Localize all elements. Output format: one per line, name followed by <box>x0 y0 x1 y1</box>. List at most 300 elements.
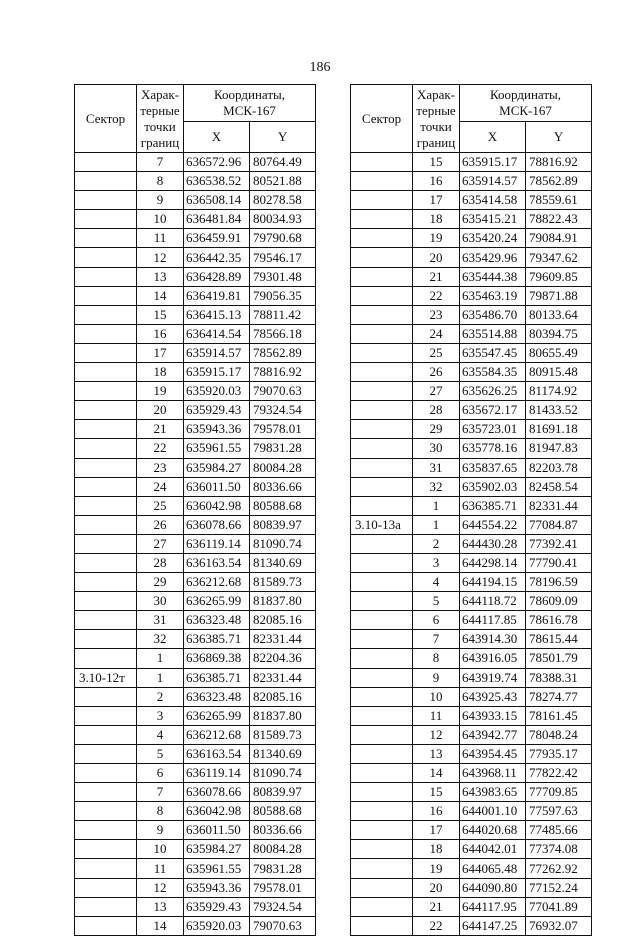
cell-y: 79324.54 <box>250 897 316 916</box>
cell-point-number: 23 <box>413 305 460 324</box>
cell-sector <box>75 172 137 191</box>
cell-sector <box>351 248 413 267</box>
table-row <box>75 611 316 630</box>
cell-x: 635961.55 <box>184 439 250 458</box>
cell-sector <box>75 783 137 802</box>
cell-point-number: 10 <box>137 210 184 229</box>
cell-sector <box>75 210 137 229</box>
cell-sector <box>351 649 413 668</box>
cell-point-number: 1 <box>413 515 460 534</box>
cell-sector <box>351 420 413 439</box>
table-row <box>351 439 592 458</box>
table-row <box>351 592 592 611</box>
cell-point-number: 18 <box>137 363 184 382</box>
cell-sector <box>351 916 413 935</box>
cell-y: 78816.92 <box>526 153 592 172</box>
cell-point-number: 8 <box>413 649 460 668</box>
table-header <box>351 85 592 153</box>
cell-y: 82085.16 <box>250 611 316 630</box>
cell-x: 636385.71 <box>184 668 250 687</box>
cell-y: 82203.78 <box>526 458 592 477</box>
cell-sector <box>75 802 137 821</box>
table-row <box>75 267 316 286</box>
table-row <box>75 897 316 916</box>
cell-point-number: 20 <box>413 878 460 897</box>
cell-y: 81837.80 <box>250 592 316 611</box>
cell-x: 636119.14 <box>184 764 250 783</box>
cell-point-number: 10 <box>413 687 460 706</box>
cell-y: 78609.09 <box>526 592 592 611</box>
cell-y: 79301.48 <box>250 267 316 286</box>
cell-point-number: 20 <box>137 401 184 420</box>
cell-point-number: 14 <box>137 916 184 935</box>
cell-sector <box>75 401 137 420</box>
cell-y: 79324.54 <box>250 401 316 420</box>
table-row <box>351 878 592 897</box>
table-row <box>351 248 592 267</box>
table-row <box>351 420 592 439</box>
cell-x: 635429.96 <box>460 248 526 267</box>
cell-sector <box>75 229 137 248</box>
cell-y: 79871.88 <box>526 286 592 305</box>
cell-sector <box>75 725 137 744</box>
cell-sector <box>75 477 137 496</box>
cell-x: 644117.95 <box>460 897 526 916</box>
cell-x: 635961.55 <box>184 859 250 878</box>
cell-point-number: 2 <box>413 534 460 553</box>
table-row <box>75 343 316 362</box>
cell-y: 78566.18 <box>250 324 316 343</box>
table-row <box>75 191 316 210</box>
cell-sector <box>351 153 413 172</box>
header-coordinates-line: Координаты, <box>214 87 285 102</box>
table-row <box>351 534 592 553</box>
cell-y: 81090.74 <box>250 764 316 783</box>
header-coordinates-line: МСК-167 <box>499 103 552 118</box>
cell-y: 77709.85 <box>526 783 592 802</box>
table-row <box>351 916 592 935</box>
cell-x: 644090.80 <box>460 878 526 897</box>
cell-y: 78822.43 <box>526 210 592 229</box>
cell-x: 635463.19 <box>460 286 526 305</box>
cell-sector <box>75 916 137 935</box>
cell-sector <box>351 172 413 191</box>
cell-x: 644020.68 <box>460 821 526 840</box>
cell-sector <box>351 897 413 916</box>
header-points-line: терные <box>416 102 456 118</box>
cell-x: 644554.22 <box>460 515 526 534</box>
cell-sector <box>75 553 137 572</box>
cell-sector <box>351 573 413 592</box>
cell-x: 643983.65 <box>460 783 526 802</box>
cell-y: 79578.01 <box>250 878 316 897</box>
cell-sector <box>75 286 137 305</box>
table-row <box>75 668 316 687</box>
cell-x: 636538.52 <box>184 172 250 191</box>
cell-y: 79084.91 <box>526 229 592 248</box>
cell-x: 636459.91 <box>184 229 250 248</box>
cell-point-number: 7 <box>137 783 184 802</box>
cell-x: 644117.85 <box>460 611 526 630</box>
cell-point-number: 27 <box>137 534 184 553</box>
table-row <box>75 229 316 248</box>
cell-x: 644065.48 <box>460 859 526 878</box>
header-points <box>137 85 184 153</box>
cell-x: 636011.50 <box>184 477 250 496</box>
cell-point-number: 27 <box>413 382 460 401</box>
cell-x: 636323.48 <box>184 687 250 706</box>
cell-y: 77822.42 <box>526 764 592 783</box>
cell-y: 76932.07 <box>526 916 592 935</box>
cell-x: 635984.27 <box>184 840 250 859</box>
cell-y: 77374.08 <box>526 840 592 859</box>
cell-point-number: 24 <box>137 477 184 496</box>
table-row <box>351 725 592 744</box>
cell-sector <box>351 324 413 343</box>
cell-y: 82458.54 <box>526 477 592 496</box>
cell-y: 79831.28 <box>250 859 316 878</box>
cell-sector <box>75 267 137 286</box>
cell-y: 79790.68 <box>250 229 316 248</box>
coordinates-table-right <box>350 84 592 936</box>
cell-point-number: 3 <box>413 553 460 572</box>
cell-point-number: 18 <box>413 840 460 859</box>
cell-sector <box>75 573 137 592</box>
cell-point-number: 8 <box>137 802 184 821</box>
cell-point-number: 6 <box>137 764 184 783</box>
cell-y: 80034.93 <box>250 210 316 229</box>
cell-y: 80521.88 <box>250 172 316 191</box>
cell-y: 78501.79 <box>526 649 592 668</box>
cell-point-number: 9 <box>137 191 184 210</box>
cell-y: 79347.62 <box>526 248 592 267</box>
cell-sector <box>75 382 137 401</box>
cell-point-number: 25 <box>413 343 460 362</box>
cell-sector <box>75 687 137 706</box>
table-row <box>351 611 592 630</box>
table-row <box>75 401 316 420</box>
cell-x: 635929.43 <box>184 897 250 916</box>
cell-x: 636385.71 <box>460 496 526 515</box>
cell-point-number: 21 <box>413 267 460 286</box>
cell-point-number: 16 <box>413 172 460 191</box>
cell-x: 635943.36 <box>184 420 250 439</box>
cell-sector <box>75 305 137 324</box>
cell-point-number: 12 <box>137 248 184 267</box>
cell-x: 636428.89 <box>184 267 250 286</box>
table-row <box>75 553 316 572</box>
cell-point-number: 31 <box>137 611 184 630</box>
table-row <box>351 153 592 172</box>
table-row <box>75 764 316 783</box>
cell-sector <box>351 191 413 210</box>
cell-sector <box>351 764 413 783</box>
cell-sector <box>75 439 137 458</box>
cell-point-number: 16 <box>137 324 184 343</box>
cell-sector <box>351 783 413 802</box>
cell-x: 636163.54 <box>184 553 250 572</box>
cell-x: 635420.24 <box>460 229 526 248</box>
table-row <box>351 477 592 496</box>
cell-y: 80839.97 <box>250 783 316 802</box>
table-row <box>75 706 316 725</box>
cell-y: 80278.58 <box>250 191 316 210</box>
cell-y: 79070.63 <box>250 382 316 401</box>
cell-x: 635915.17 <box>184 363 250 382</box>
table-row <box>75 286 316 305</box>
cell-point-number: 21 <box>137 420 184 439</box>
table-row <box>75 420 316 439</box>
table-row <box>75 725 316 744</box>
cell-y: 78274.77 <box>526 687 592 706</box>
cell-x: 635778.16 <box>460 439 526 458</box>
cell-sector <box>351 363 413 382</box>
table-row <box>351 382 592 401</box>
cell-x: 643968.11 <box>460 764 526 783</box>
cell-point-number: 12 <box>413 725 460 744</box>
cell-sector <box>351 382 413 401</box>
header-sector: Сектор <box>351 85 413 153</box>
cell-sector <box>75 153 137 172</box>
cell-sector <box>351 553 413 572</box>
header-points-line: точки <box>420 118 452 134</box>
table-row <box>75 592 316 611</box>
cell-sector <box>75 592 137 611</box>
table-row <box>351 897 592 916</box>
cell-sector <box>75 706 137 725</box>
cell-sector <box>351 305 413 324</box>
cell-y: 82204.36 <box>250 649 316 668</box>
table-row <box>351 286 592 305</box>
cell-sector <box>351 611 413 630</box>
cell-point-number: 12 <box>137 878 184 897</box>
cell-point-number: 26 <box>413 363 460 382</box>
table-row <box>75 248 316 267</box>
header-points-line: границ <box>416 134 456 150</box>
table-row <box>351 229 592 248</box>
table-row <box>351 515 592 534</box>
cell-point-number: 11 <box>137 859 184 878</box>
page-number: 186 <box>309 60 331 75</box>
cell-x: 635723.01 <box>460 420 526 439</box>
cell-y: 82331.44 <box>250 630 316 649</box>
cell-x: 643954.45 <box>460 744 526 763</box>
cell-x: 636869.38 <box>184 649 250 668</box>
cell-sector: 3.10-12т <box>75 668 137 687</box>
table-row <box>351 172 592 191</box>
cell-point-number: 19 <box>137 382 184 401</box>
cell-point-number: 7 <box>413 630 460 649</box>
table-row <box>75 649 316 668</box>
cell-point-number: 8 <box>137 172 184 191</box>
table-row <box>351 553 592 572</box>
table-row <box>351 630 592 649</box>
table-row <box>75 783 316 802</box>
cell-point-number: 13 <box>413 744 460 763</box>
cell-point-number: 22 <box>413 286 460 305</box>
cell-y: 77935.17 <box>526 744 592 763</box>
cell-point-number: 17 <box>413 191 460 210</box>
table-row <box>351 668 592 687</box>
cell-y: 81691.18 <box>526 420 592 439</box>
cell-point-number: 23 <box>137 458 184 477</box>
cell-sector <box>351 725 413 744</box>
cell-y: 80133.64 <box>526 305 592 324</box>
cell-sector <box>75 649 137 668</box>
table-row <box>351 305 592 324</box>
header-points-line: Харак- <box>140 86 180 102</box>
header-x: X <box>184 122 250 153</box>
cell-x: 635584.35 <box>460 363 526 382</box>
cell-x: 635837.65 <box>460 458 526 477</box>
cell-sector <box>351 706 413 725</box>
cell-x: 644194.15 <box>460 573 526 592</box>
cell-x: 635915.17 <box>460 153 526 172</box>
cell-sector <box>75 630 137 649</box>
header-y: Y <box>526 122 592 153</box>
cell-point-number: 13 <box>137 267 184 286</box>
cell-point-number: 6 <box>413 611 460 630</box>
cell-sector <box>351 439 413 458</box>
header-points-line: точки <box>144 118 176 134</box>
cell-y: 77790.41 <box>526 553 592 572</box>
cell-y: 80655.49 <box>526 343 592 362</box>
cell-sector <box>75 859 137 878</box>
cell-sector <box>75 840 137 859</box>
cell-y: 80084.28 <box>250 840 316 859</box>
cell-y: 77597.63 <box>526 802 592 821</box>
cell-x: 636481.84 <box>184 210 250 229</box>
cell-sector <box>351 477 413 496</box>
table-row <box>351 496 592 515</box>
cell-point-number: 19 <box>413 229 460 248</box>
cell-x: 635444.38 <box>460 267 526 286</box>
cell-y: 80588.68 <box>250 802 316 821</box>
cell-y: 78196.59 <box>526 573 592 592</box>
cell-sector <box>351 802 413 821</box>
cell-point-number: 17 <box>413 821 460 840</box>
cell-y: 82331.44 <box>250 668 316 687</box>
cell-x: 636078.66 <box>184 515 250 534</box>
cell-sector <box>75 897 137 916</box>
table-row <box>75 878 316 897</box>
cell-point-number: 22 <box>413 916 460 935</box>
cell-point-number: 15 <box>413 783 460 802</box>
table-row <box>351 363 592 382</box>
cell-y: 79546.17 <box>250 248 316 267</box>
cell-sector <box>75 191 137 210</box>
cell-sector <box>351 229 413 248</box>
cell-point-number: 4 <box>413 573 460 592</box>
cell-y: 80084.28 <box>250 458 316 477</box>
cell-y: 78559.61 <box>526 191 592 210</box>
cell-point-number: 29 <box>413 420 460 439</box>
cell-point-number: 20 <box>413 248 460 267</box>
cell-y: 78161.45 <box>526 706 592 725</box>
cell-point-number: 9 <box>137 821 184 840</box>
cell-point-number: 10 <box>137 840 184 859</box>
cell-x: 635929.43 <box>184 401 250 420</box>
cell-y: 78562.89 <box>526 172 592 191</box>
header-y: Y <box>250 122 316 153</box>
table-header <box>75 85 316 153</box>
cell-point-number: 3 <box>137 706 184 725</box>
cell-y: 80764.49 <box>250 153 316 172</box>
cell-sector <box>351 343 413 362</box>
cell-point-number: 25 <box>137 496 184 515</box>
table-row <box>75 439 316 458</box>
cell-x: 635514.88 <box>460 324 526 343</box>
cell-point-number: 28 <box>137 553 184 572</box>
header-coordinates <box>184 85 316 122</box>
cell-x: 644147.25 <box>460 916 526 935</box>
cell-sector <box>351 458 413 477</box>
cell-sector <box>75 420 137 439</box>
cell-point-number: 1 <box>137 668 184 687</box>
cell-sector <box>75 343 137 362</box>
table-body <box>351 153 592 936</box>
cell-point-number: 15 <box>137 305 184 324</box>
cell-sector: 3.10-13а <box>351 515 413 534</box>
cell-point-number: 29 <box>137 573 184 592</box>
table-row <box>75 172 316 191</box>
table-row <box>351 840 592 859</box>
cell-point-number: 1 <box>413 496 460 515</box>
cell-y: 78048.24 <box>526 725 592 744</box>
cell-x: 643925.43 <box>460 687 526 706</box>
cell-y: 77152.24 <box>526 878 592 897</box>
header-points-line: границ <box>140 134 180 150</box>
table-row <box>75 305 316 324</box>
cell-x: 635547.45 <box>460 343 526 362</box>
cell-y: 77485.66 <box>526 821 592 840</box>
cell-x: 635486.70 <box>460 305 526 324</box>
cell-y: 81090.74 <box>250 534 316 553</box>
coordinates-table-left <box>74 84 316 936</box>
cell-sector <box>351 401 413 420</box>
cell-point-number: 11 <box>137 229 184 248</box>
cell-sector <box>351 210 413 229</box>
cell-y: 80336.66 <box>250 477 316 496</box>
cell-sector <box>351 267 413 286</box>
cell-sector <box>75 515 137 534</box>
cell-y: 81947.83 <box>526 439 592 458</box>
cell-point-number: 2 <box>137 687 184 706</box>
table-row <box>75 515 316 534</box>
table-row <box>75 840 316 859</box>
cell-x: 636042.98 <box>184 496 250 515</box>
header-points-line: терные <box>140 102 180 118</box>
cell-x: 636323.48 <box>184 611 250 630</box>
cell-x: 635672.17 <box>460 401 526 420</box>
table-row <box>351 783 592 802</box>
cell-sector <box>351 496 413 515</box>
cell-x: 636385.71 <box>184 630 250 649</box>
table-row <box>75 324 316 343</box>
cell-y: 81589.73 <box>250 725 316 744</box>
cell-x: 643916.05 <box>460 649 526 668</box>
cell-y: 80336.66 <box>250 821 316 840</box>
cell-sector <box>75 458 137 477</box>
cell-point-number: 7 <box>137 153 184 172</box>
cell-y: 79609.85 <box>526 267 592 286</box>
cell-y: 81174.92 <box>526 382 592 401</box>
cell-y: 77262.92 <box>526 859 592 878</box>
cell-sector <box>351 286 413 305</box>
cell-sector <box>75 496 137 515</box>
table-row <box>75 630 316 649</box>
cell-sector <box>75 534 137 553</box>
